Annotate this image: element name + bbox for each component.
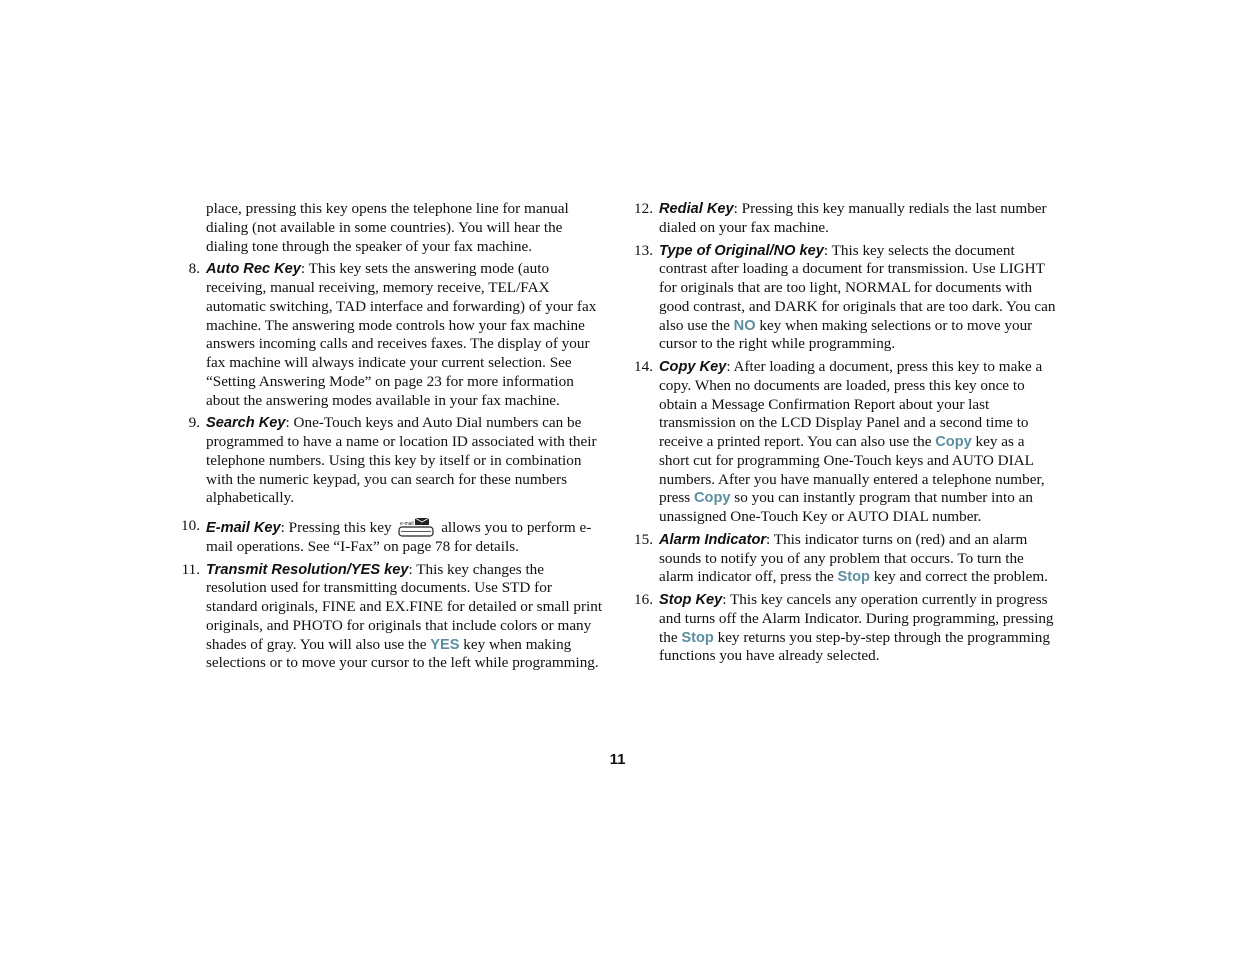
item-term: Type of Original/NO key: [659, 242, 824, 259]
continuation-paragraph: place, pressing this key opens the telephone line for manual dialing (not available in some countries). You will hear the dialing tone through the speaker of your fax machine.: [206, 200, 569, 255]
list-item-search-key: [178, 414, 604, 508]
list-item-alarm-indicator: [631, 531, 1057, 587]
item-term: Auto Rec Key: [206, 261, 301, 278]
item-number: 15.: [634, 530, 653, 548]
right-column: [631, 200, 1057, 670]
keyword-stop-2: Stop: [681, 629, 714, 646]
item-number: 10.: [181, 517, 200, 534]
item-text: : Pressing this key: [280, 519, 396, 536]
keyword-yes: YES: [430, 636, 460, 653]
page-number: 11: [609, 751, 626, 768]
list-item-redial-key: [631, 200, 1057, 238]
item-number: 9.: [188, 414, 200, 432]
list-item-email-key: [178, 517, 604, 557]
item-term: E-mail Key: [206, 520, 281, 536]
item-term: Transmit Resolution/YES key: [206, 561, 409, 578]
item-text-2: key returns you step-by-step through the programming functions you have already selected.: [659, 628, 1050, 665]
item-text: : This key selects the document contrast after loading a document for transmission. Use LIGHT for originals that are too light, NORMAL for documents with good contrast, and DARK for originals that are too dark. You can also use the: [659, 241, 1056, 334]
item-text-2: allows you to perform e-mail operations. See “I-Fax” on page 78 for details.: [206, 519, 592, 555]
item-text-3: so you can instantly program that number into an unassigned One-Touch Key or AUTO DIAL number.: [659, 489, 1033, 525]
item-number: 8.: [188, 260, 200, 278]
item-text-2: key as a short cut for programming One-Touch keys and AUTO DIAL numbers. After you have manually entered a telephone number, press: [659, 433, 1045, 507]
item-text-2: key when making selections or to move your cursor to the left while programming.: [206, 635, 599, 672]
list-item-stop-key: [631, 591, 1057, 666]
list-item-transmit-resolution-key: [178, 561, 604, 674]
item-text: : This key sets the answering mode (auto receiving, manual receiving, memory receive, TEL/FAX automatic switching, TAD interface and forwarding) of your fax machine. The answering mode controls how your fax machine answers incoming calls and receives faxes. The display of your fax machine will always indicate your current selection. See “Setting Answering Mode” on page 23 for more information about the answering modes available in your fax machine.: [206, 260, 597, 409]
list-item-type-of-original-key: [631, 242, 1057, 355]
item-term: Search Key: [206, 415, 286, 432]
item-number: 14.: [634, 358, 653, 375]
item-text: : This key cancels any operation currently in progress and turns off the Alarm Indicator. During programming, pressing the: [659, 591, 1054, 646]
item-term: Stop Key: [659, 592, 723, 608]
keyword-copy: Copy: [935, 434, 972, 450]
list-item-auto-rec-key: [178, 260, 604, 410]
item-text-2: key when making selections or to move your cursor to the right while programming.: [659, 316, 1033, 353]
item-number: 11.: [181, 560, 200, 578]
item-term: Copy Key: [659, 359, 727, 375]
item-number: 13.: [634, 241, 653, 259]
keyword-copy-2: Copy: [694, 490, 731, 507]
keyword-stop: Stop: [837, 569, 870, 586]
item-text: : After loading a document, press this key to make a copy. When no documents are loaded, press this key once to obtain a Message Confirmation Report about your last transmission on the LCD Display Panel and a second time to receive a printed report. You can also use the: [659, 358, 1043, 450]
item-text: : This indicator turns on (red) and an alarm sounds to notify you of any problem that occurs. To turn the alarm indicator off, press the: [659, 530, 1028, 586]
list-item-copy-key: [631, 358, 1057, 527]
keyword-no: NO: [733, 317, 756, 334]
item-text: : One-Touch keys and Auto Dial numbers can be programmed to have a name or location ID associated with their telephone numbers. Using this key by itself or in combination with the numeric keypad, you can search for these numbers alphabetically.: [206, 414, 597, 507]
item-text-2: key and correct the problem.: [869, 568, 1048, 586]
left-column: [178, 200, 604, 677]
item-term: Redial Key: [659, 201, 734, 217]
item-term: Alarm Indicator: [659, 531, 767, 548]
item-text: : This key changes the resolution used for transmitting documents. Use STD for standard originals, FINE and EX.FINE for detailed or small print originals, and PHOTO for originals that include colors or many shades of gray. You will also use the: [206, 560, 603, 653]
item-number: 12.: [634, 200, 653, 217]
svg-text:e-mail: e-mail: [400, 521, 415, 527]
item-number: 16.: [634, 591, 653, 608]
email-key-icon: [398, 517, 434, 537]
item-text: : Pressing this key manually redials the last number dialed on your fax machine.: [659, 200, 1047, 236]
